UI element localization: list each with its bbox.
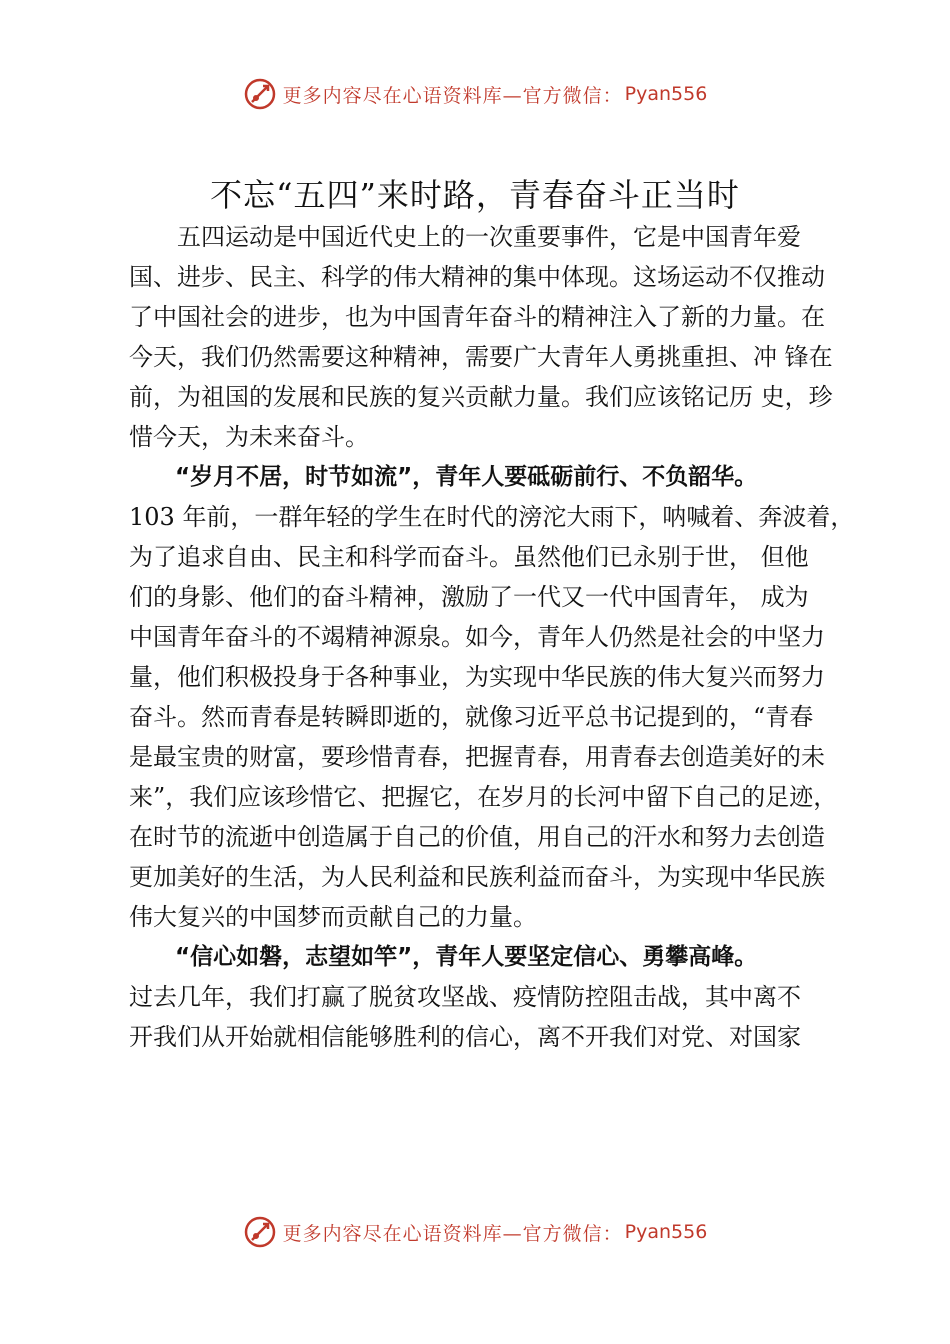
text-line: 为了追求自由、民主和科学而奋斗。虽然他们已永别于世， 但他 (129, 543, 809, 571)
text-line: 五四运动是中国近代史上的一次重要事件，它是中国青年爱 (129, 223, 801, 251)
header-banner (0, 74, 950, 114)
text-line: 了中国社会的进步，也为中国青年奋斗的精神注入了新的力量。在 (129, 303, 825, 331)
text-line: 更加美好的生活，为人民利益和民族利益而奋斗，为实现中华民族 (129, 863, 825, 891)
banner-text: 更多内容尽在心语资料库—官方微信： (282, 1222, 623, 1245)
section-heading: “信心如磐，志望如竿”，青年人要坚定信心、勇攀高峰。 (129, 944, 758, 970)
footer-banner (0, 1212, 950, 1252)
section-heading: “岁月不居，时节如流”，青年人要砥砺前行、不负韶华。 (129, 464, 758, 490)
text-line: 伟大复兴的中国梦而贡献自己的力量。 (129, 903, 537, 931)
banner-text: 更多内容尽在心语资料库—官方微信： (282, 84, 623, 107)
text-line: 国、进步、民主、科学的伟大精神的集中体现。这场运动不仅推动 (129, 263, 825, 291)
banner-wechat-id: Pyan556 (624, 1221, 708, 1243)
text-line: 奋斗。然而青春是转瞬即逝的，就像习近平总书记提到的，“青春 (129, 703, 814, 731)
text-line: 惜今天，为未来奋斗。 (129, 423, 369, 451)
text-line: 开我们从开始就相信能够胜利的信心，离不开我们对党、对国家 (129, 1023, 801, 1051)
document-title: 不忘“五四”来时路，青春奋斗正当时 (210, 176, 740, 214)
text-line: 过去几年，我们打赢了脱贫攻坚战、疫情防控阻击战，其中离不 (129, 983, 801, 1011)
text-line: 103 年前，一群年轻的学生在时代的滂沱大雨下，呐喊着、奔波着， (129, 503, 855, 531)
text-line: 中国青年奋斗的不竭精神源泉。如今，青年人仍然是社会的中坚力 (129, 623, 825, 651)
text-line: 前，为祖国的发展和民族的复兴贡献力量。我们应该铭记历 史，珍 (129, 383, 833, 411)
text-line: 今天，我们仍然需要这种精神，需要广大青年人勇挑重担、冲 锋在 (129, 343, 833, 371)
text-line: 们的身影、他们的奋斗精神，激励了一代又一代中国青年， 成为 (129, 583, 809, 611)
banner-wechat-id: Pyan556 (624, 83, 708, 105)
text-line: 是最宝贵的财富，要珍惜青春，把握青春，用青春去创造美好的未 (129, 743, 825, 771)
text-line: 在时节的流逝中创造属于自己的价值，用自己的汗水和努力去创造 (129, 823, 825, 851)
text-line: 来”，我们应该珍惜它、把握它，在岁月的长河中留下自己的足迹， (129, 783, 838, 811)
logo-icon (243, 1215, 277, 1249)
text-line: 量，他们积极投身于各种事业，为实现中华民族的伟大复兴而努力 (129, 663, 825, 691)
logo-icon (243, 77, 277, 111)
